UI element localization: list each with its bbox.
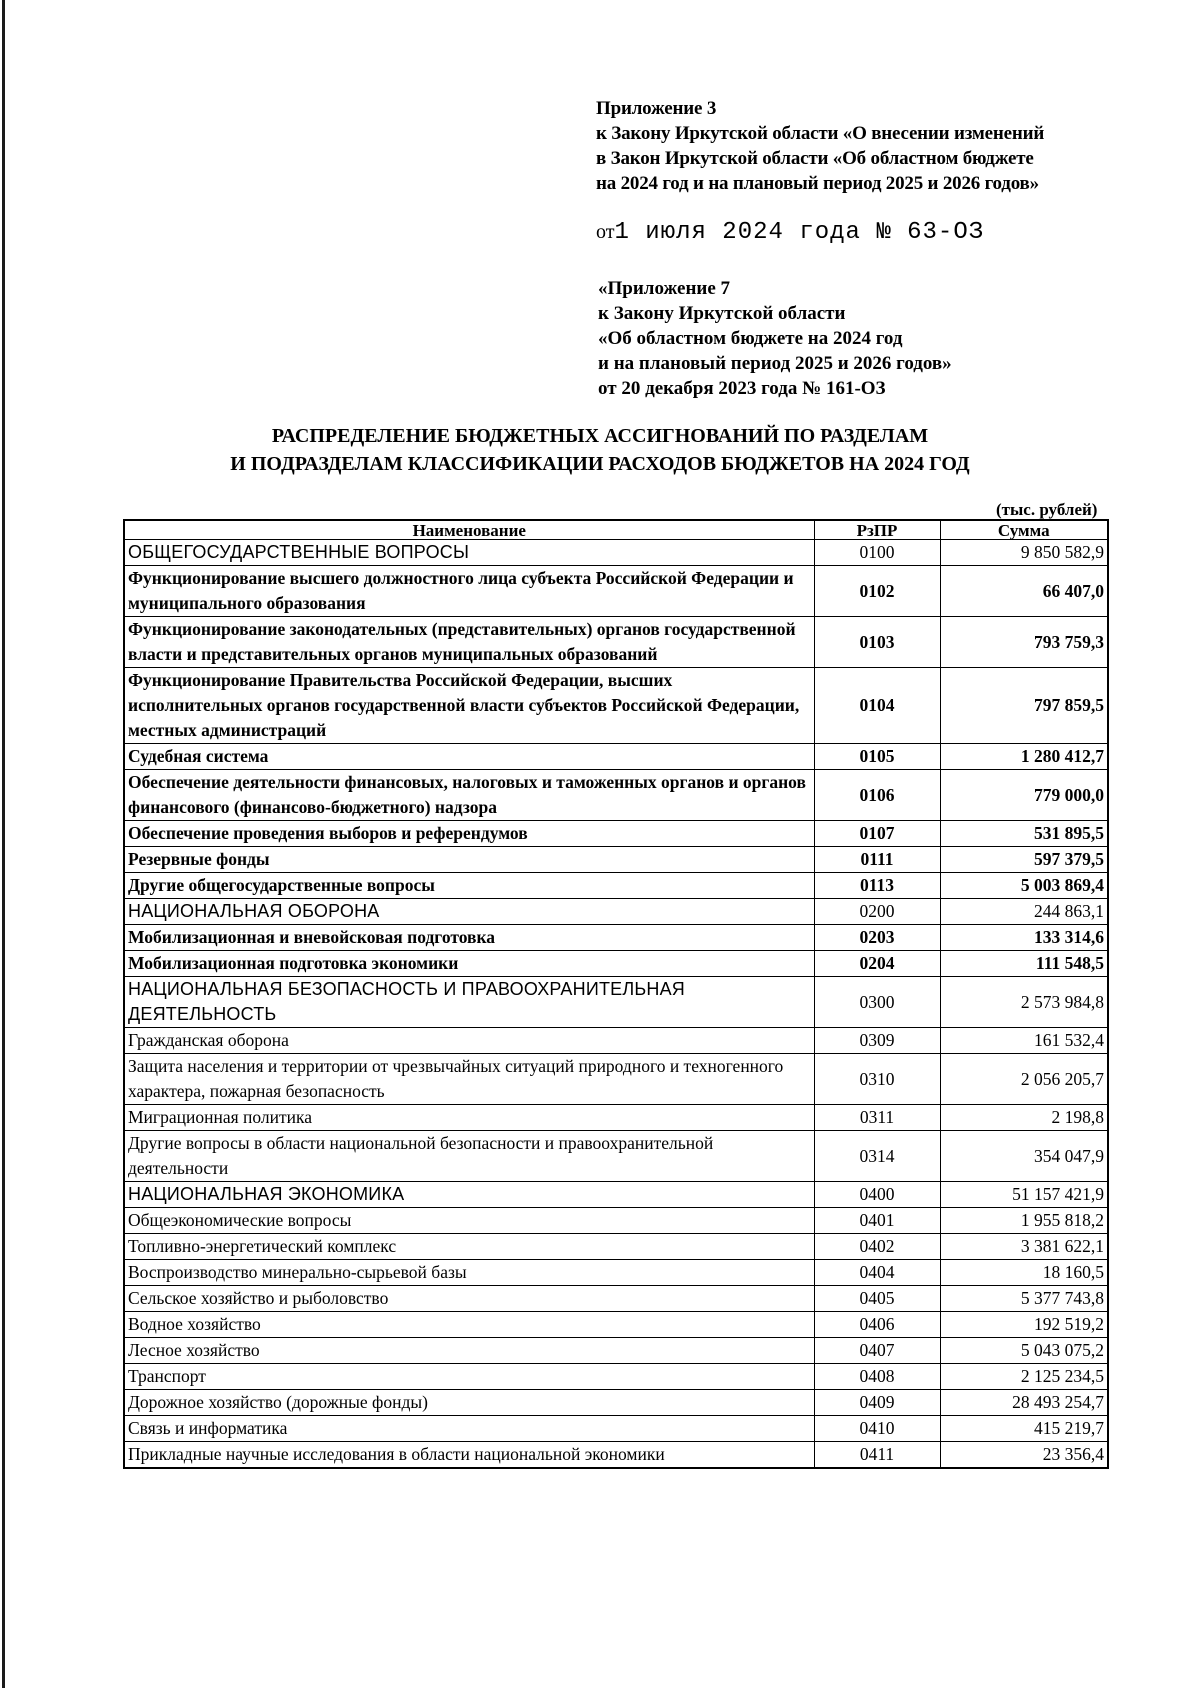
row-name-cell: Топливно-энергетический комплекс bbox=[124, 1234, 814, 1260]
table-row bbox=[124, 1364, 1108, 1390]
row-code-cell: 0105 bbox=[814, 744, 940, 770]
row-name-cell: Транспорт bbox=[124, 1364, 814, 1390]
appendix-3-line: в Закон Иркутской области «Об областном бюджете bbox=[596, 148, 1034, 169]
row-name-cell: Общеэкономические вопросы bbox=[124, 1208, 814, 1234]
row-sum-cell: 161 532,4 bbox=[940, 1028, 1108, 1054]
table-row bbox=[124, 925, 1108, 951]
table-row bbox=[124, 1442, 1108, 1469]
row-name-cell: Гражданская оборона bbox=[124, 1028, 814, 1054]
row-sum-cell: 111 548,5 bbox=[940, 951, 1108, 977]
row-code-cell: 0113 bbox=[814, 873, 940, 899]
appendix-3-line: на 2024 год и на плановый период 2025 и 2026 годов» bbox=[596, 173, 1039, 194]
row-name-cell: Прикладные научные исследования в области национальной экономики bbox=[124, 1442, 814, 1469]
row-sum-cell: 415 219,7 bbox=[940, 1416, 1108, 1442]
row-sum-cell: 2 573 984,8 bbox=[940, 977, 1108, 1028]
row-sum-cell: 354 047,9 bbox=[940, 1131, 1108, 1182]
row-code-cell: 0102 bbox=[814, 566, 940, 617]
table-row bbox=[124, 977, 1108, 1028]
appendix-3-line: Приложение 3 bbox=[596, 98, 717, 119]
row-code-cell: 0309 bbox=[814, 1028, 940, 1054]
table-row bbox=[124, 1234, 1108, 1260]
row-name-cell: Водное хозяйство bbox=[124, 1312, 814, 1338]
row-sum-cell: 597 379,5 bbox=[940, 847, 1108, 873]
row-sum-cell: 3 381 622,1 bbox=[940, 1234, 1108, 1260]
row-sum-cell: 2 056 205,7 bbox=[940, 1054, 1108, 1105]
row-code-cell: 0300 bbox=[814, 977, 940, 1028]
table-row bbox=[124, 540, 1108, 566]
table-row bbox=[124, 1260, 1108, 1286]
table-row bbox=[124, 1182, 1108, 1208]
budget-allocation-table bbox=[123, 519, 1109, 1469]
row-name-cell: Лесное хозяйство bbox=[124, 1338, 814, 1364]
row-code-cell: 0406 bbox=[814, 1312, 940, 1338]
column-header-sum: Сумма bbox=[940, 520, 1108, 540]
row-sum-cell: 2 125 234,5 bbox=[940, 1364, 1108, 1390]
table-row bbox=[124, 821, 1108, 847]
table-row bbox=[124, 1028, 1108, 1054]
table-row bbox=[124, 1390, 1108, 1416]
row-name-cell: ОБЩЕГОСУДАРСТВЕННЫЕ ВОПРОСЫ bbox=[124, 540, 814, 566]
appendix-7-line: от 20 декабря 2023 года № 161-ОЗ bbox=[598, 378, 886, 399]
row-code-cell: 0107 bbox=[814, 821, 940, 847]
row-name-cell: Функционирование высшего должностного лица субъекта Российской Федерации и муниципального образования bbox=[124, 566, 814, 617]
row-sum-cell: 531 895,5 bbox=[940, 821, 1108, 847]
row-code-cell: 0409 bbox=[814, 1390, 940, 1416]
appendix-7-line: к Закону Иркутской области bbox=[598, 303, 846, 324]
row-code-cell: 0204 bbox=[814, 951, 940, 977]
row-sum-cell: 23 356,4 bbox=[940, 1442, 1108, 1469]
table-row bbox=[124, 873, 1108, 899]
units-label: (тыс. рублей) bbox=[996, 500, 1098, 519]
table-row bbox=[124, 1105, 1108, 1131]
row-sum-cell: 5 003 869,4 bbox=[940, 873, 1108, 899]
row-name-cell: Обеспечение проведения выборов и референдумов bbox=[124, 821, 814, 847]
document-title-line-2: И ПОДРАЗДЕЛАМ КЛАССИФИКАЦИИ РАСХОДОВ БЮДЖЕТОВ НА 2024 ГОД bbox=[230, 453, 970, 475]
law-date-text: 1 июля 2024 года № 63-ОЗ bbox=[614, 219, 985, 246]
row-sum-cell: 51 157 421,9 bbox=[940, 1182, 1108, 1208]
row-sum-cell: 66 407,0 bbox=[940, 566, 1108, 617]
row-sum-cell: 5 043 075,2 bbox=[940, 1338, 1108, 1364]
row-name-cell: Связь и информатика bbox=[124, 1416, 814, 1442]
table-row bbox=[124, 744, 1108, 770]
table-row bbox=[124, 899, 1108, 925]
row-sum-cell: 793 759,3 bbox=[940, 617, 1108, 668]
row-name-cell: Другие общегосударственные вопросы bbox=[124, 873, 814, 899]
table-row bbox=[124, 1312, 1108, 1338]
row-name-cell: Миграционная политика bbox=[124, 1105, 814, 1131]
table-row bbox=[124, 566, 1108, 617]
row-sum-cell: 5 377 743,8 bbox=[940, 1286, 1108, 1312]
table-row bbox=[124, 1131, 1108, 1182]
table-body bbox=[124, 540, 1108, 1469]
row-sum-cell: 1 955 818,2 bbox=[940, 1208, 1108, 1234]
row-name-cell: Сельское хозяйство и рыболовство bbox=[124, 1286, 814, 1312]
row-sum-cell: 2 198,8 bbox=[940, 1105, 1108, 1131]
row-name-cell: Резервные фонды bbox=[124, 847, 814, 873]
row-name-cell: Воспроизводство минерально-сырьевой базы bbox=[124, 1260, 814, 1286]
row-code-cell: 0407 bbox=[814, 1338, 940, 1364]
law-date bbox=[596, 218, 984, 246]
row-code-cell: 0104 bbox=[814, 668, 940, 744]
appendix-3-line: к Закону Иркутской области «О внесении изменений bbox=[596, 123, 1045, 144]
appendix-7-line: «Об областном бюджете на 2024 год bbox=[598, 328, 903, 349]
row-code-cell: 0402 bbox=[814, 1234, 940, 1260]
row-name-cell: Функционирование Правительства Российской Федерации, высших исполнительных органов государственной власти субъектов Российской Федерации, местных администраций bbox=[124, 668, 814, 744]
law-date-prefix: от bbox=[596, 221, 615, 243]
row-name-cell: Защита населения и территории от чрезвычайных ситуаций природного и техногенного характера, пожарная безопасность bbox=[124, 1054, 814, 1105]
appendix-7-line: «Приложение 7 bbox=[598, 278, 731, 299]
row-sum-cell: 244 863,1 bbox=[940, 899, 1108, 925]
row-code-cell: 0410 bbox=[814, 1416, 940, 1442]
table-row bbox=[124, 1208, 1108, 1234]
row-code-cell: 0310 bbox=[814, 1054, 940, 1105]
row-code-cell: 0314 bbox=[814, 1131, 940, 1182]
row-name-cell: Другие вопросы в области национальной безопасности и правоохранительной деятельности bbox=[124, 1131, 814, 1182]
row-sum-cell: 797 859,5 bbox=[940, 668, 1108, 744]
row-code-cell: 0100 bbox=[814, 540, 940, 566]
table-row bbox=[124, 951, 1108, 977]
row-name-cell: Дорожное хозяйство (дорожные фонды) bbox=[124, 1390, 814, 1416]
row-code-cell: 0103 bbox=[814, 617, 940, 668]
table-row bbox=[124, 1338, 1108, 1364]
appendix-7-header bbox=[598, 276, 1118, 401]
row-code-cell: 0311 bbox=[814, 1105, 940, 1131]
table-row bbox=[124, 668, 1108, 744]
appendix-3-header bbox=[596, 96, 1116, 196]
row-sum-cell: 1 280 412,7 bbox=[940, 744, 1108, 770]
row-name-cell: НАЦИОНАЛЬНАЯ ОБОРОНА bbox=[124, 899, 814, 925]
row-code-cell: 0401 bbox=[814, 1208, 940, 1234]
row-sum-cell: 133 314,6 bbox=[940, 925, 1108, 951]
row-code-cell: 0404 bbox=[814, 1260, 940, 1286]
row-name-cell: Функционирование законодательных (представительных) органов государственной власти и представительных органов муниципальных образований bbox=[124, 617, 814, 668]
document-title-line-1: РАСПРЕДЕЛЕНИЕ БЮДЖЕТНЫХ АССИГНОВАНИЙ ПО РАЗДЕЛАМ bbox=[271, 425, 929, 447]
row-code-cell: 0111 bbox=[814, 847, 940, 873]
row-code-cell: 0203 bbox=[814, 925, 940, 951]
row-name-cell: НАЦИОНАЛЬНАЯ ЭКОНОМИКА bbox=[124, 1182, 814, 1208]
row-code-cell: 0200 bbox=[814, 899, 940, 925]
column-header-code: РзПР bbox=[814, 520, 940, 540]
table-header-row bbox=[124, 520, 1108, 540]
table-row bbox=[124, 1054, 1108, 1105]
row-sum-cell: 779 000,0 bbox=[940, 770, 1108, 821]
row-name-cell: Мобилизационная и вневойсковая подготовка bbox=[124, 925, 814, 951]
row-sum-cell: 9 850 582,9 bbox=[940, 540, 1108, 566]
table-row bbox=[124, 847, 1108, 873]
row-name-cell: Судебная система bbox=[124, 744, 814, 770]
appendix-7-line: и на плановый период 2025 и 2026 годов» bbox=[598, 353, 952, 374]
column-header-name: Наименование bbox=[124, 520, 814, 540]
table-row bbox=[124, 770, 1108, 821]
table-row bbox=[124, 1416, 1108, 1442]
row-code-cell: 0405 bbox=[814, 1286, 940, 1312]
table-row bbox=[124, 1286, 1108, 1312]
row-code-cell: 0106 bbox=[814, 770, 940, 821]
row-sum-cell: 18 160,5 bbox=[940, 1260, 1108, 1286]
document-title bbox=[0, 422, 1200, 478]
row-code-cell: 0411 bbox=[814, 1442, 940, 1469]
row-sum-cell: 192 519,2 bbox=[940, 1312, 1108, 1338]
row-code-cell: 0408 bbox=[814, 1364, 940, 1390]
table-row bbox=[124, 617, 1108, 668]
row-sum-cell: 28 493 254,7 bbox=[940, 1390, 1108, 1416]
row-name-cell: НАЦИОНАЛЬНАЯ БЕЗОПАСНОСТЬ И ПРАВООХРАНИТЕЛЬНАЯ ДЕЯТЕЛЬНОСТЬ bbox=[124, 977, 814, 1028]
scan-edge-line bbox=[2, 0, 5, 1688]
row-code-cell: 0400 bbox=[814, 1182, 940, 1208]
row-name-cell: Обеспечение деятельности финансовых, налоговых и таможенных органов и органов финансового (финансово-бюджетного) надзора bbox=[124, 770, 814, 821]
row-name-cell: Мобилизационная подготовка экономики bbox=[124, 951, 814, 977]
